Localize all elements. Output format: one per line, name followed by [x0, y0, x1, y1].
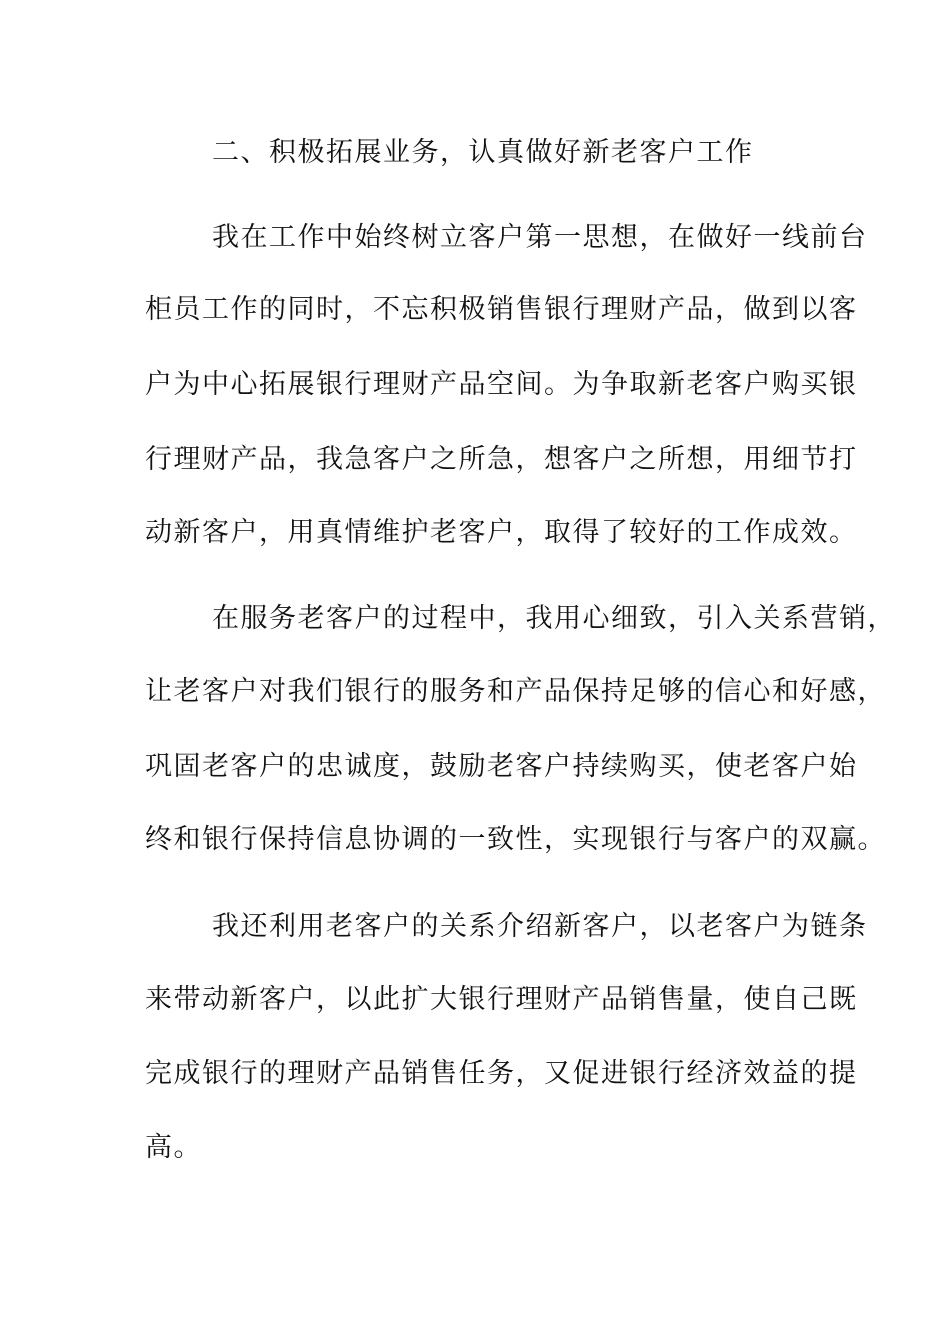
- paragraph-line: 我在工作中始终树立客户第一思想，在做好一线前台: [212, 222, 868, 253]
- paragraph-line: 让老客户对我们银行的服务和产品保持足够的信心和好感，: [145, 676, 886, 707]
- section-heading: 二、积极拓展业务，认真做好新老客户工作: [212, 137, 754, 168]
- paragraph-line: 柜员工作的同时，不忘积极销售银行理财产品，做到以客: [145, 294, 858, 325]
- paragraph-line: 在服务老客户的过程中，我用心细致，引入关系营销，: [212, 603, 896, 634]
- paragraph-line: 我还利用老客户的关系介绍新客户，以老客户为链条: [212, 911, 868, 942]
- paragraph-line: 巩固老客户的忠诚度，鼓励老客户持续购买，使老客户始: [145, 751, 858, 782]
- paragraph-line: 完成银行的理财产品销售任务，又促进银行经济效益的提: [145, 1058, 858, 1089]
- paragraph-line: 来带动新客户，以此扩大银行理财产品销售量，使自己既: [145, 984, 858, 1015]
- paragraph-line: 行理财产品，我急客户之所急，想客户之所想，用细节打: [145, 444, 858, 475]
- paragraph-line: 终和银行保持信息协调的一致性，实现银行与客户的双赢。: [145, 824, 886, 855]
- paragraph-line: 户为中心拓展银行理财产品空间。为争取新老客户购买银: [145, 369, 858, 400]
- paragraph-line: 动新客户，用真情维护老客户，取得了较好的工作成效。: [145, 517, 858, 548]
- paragraph-line: 高。: [145, 1132, 202, 1163]
